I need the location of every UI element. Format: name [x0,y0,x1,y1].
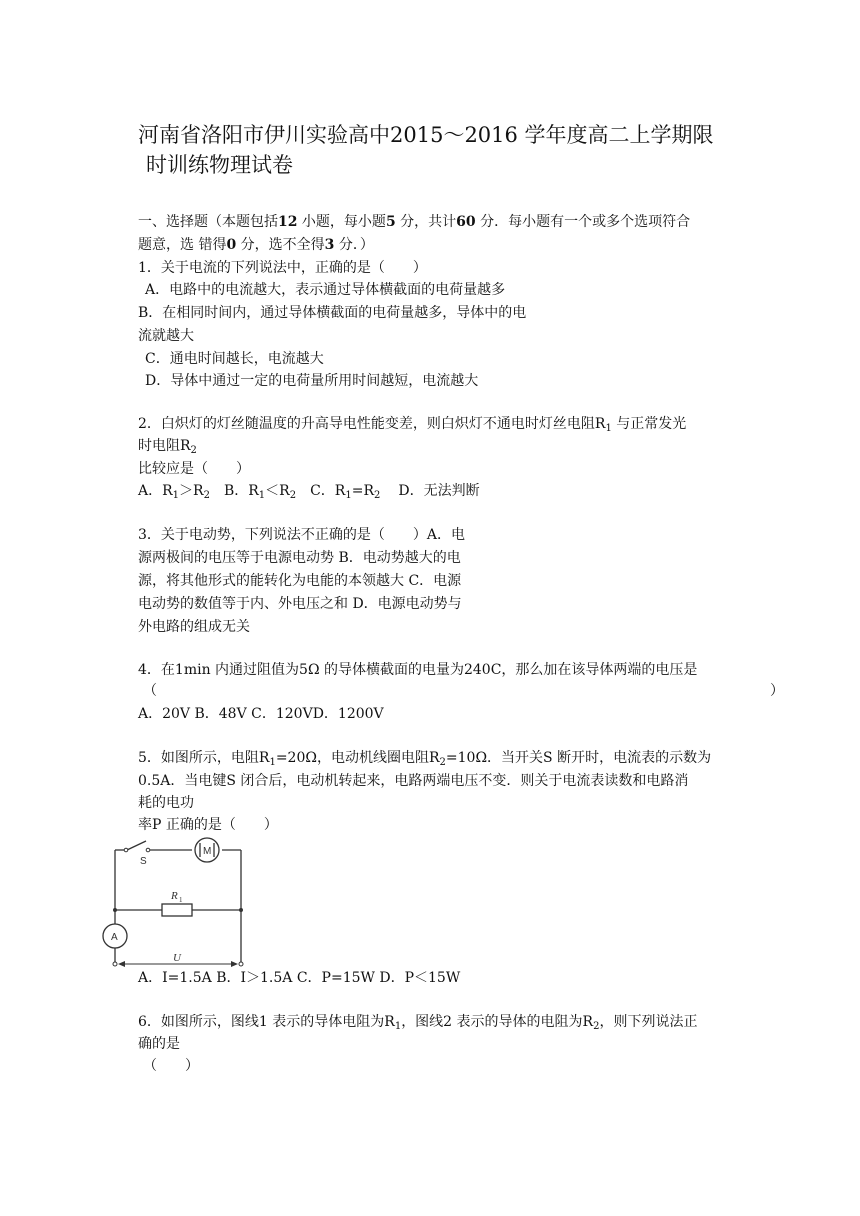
question-1-option-a: A．电路中的电流越大，表示通过导体横截面的电荷量越多 [145,282,506,298]
motor-label: M [203,846,212,857]
page-title-line-1: 河南省洛阳市伊川实验高中2015～2016 学年度高二上学期限 [138,123,714,147]
resistor-subscript: 1 [179,896,183,904]
question-3-line-1: 3．关于电动势，下列说法不正确的是（ ）A．电 [138,527,466,543]
question-6-stem: 6．如图所示，图线1 表示的导体电阻为$R_1$，图线2 表示的导体的电阻为$R_2$，则下列说法正 [138,1014,698,1032]
question-5-options: A．I=1.5A B．I＞1.5A C．P=15W D．P＜15W [138,970,461,986]
question-1-option-b-cont: 流就越大 [138,328,194,344]
question-3-line-2: 源两极间的电压等于电源电动势 B．电动势越大的电 [138,550,461,566]
question-1-option-b: B．在相同时间内，通过导体横截面的电荷量越多，导体中的电 [138,305,527,321]
question-4-stem: 4．在1min 内通过阻值为5Ω 的导体横截面的电量为240C，那么加在该导体两端的电压是 [138,662,698,678]
question-1-option-d: D．导体中通过一定的电荷量所用时间越短，电流越大 [145,373,479,389]
question-6-stem-line-2: 确的是 [138,1036,180,1052]
question-6-stem-line-3: （ ） [143,1058,199,1074]
circuit-diagram [100,836,250,971]
switch-label: S [140,856,147,867]
section-heading-cont: 题意，选 错得0 分，选不全得3 分．） [138,237,374,253]
resistor-label: R [171,890,178,902]
question-1-stem: 1．关于电流的下列说法中，正确的是（ ） [138,260,427,276]
question-5-stem-line-4: 率P 正确的是（ ） [138,817,278,833]
question-4-paren-close: ） [770,683,784,699]
voltage-label: U [173,952,181,964]
question-2-stem-cont: 时电阻$R_2$ [138,438,197,456]
ammeter-label: A [111,932,118,943]
question-5-stem-line-3: 耗的电功 [138,795,194,811]
question-4-paren-open: （ [143,683,157,699]
page-title-line-2: 时训练物理试卷 [146,153,293,177]
question-5-stem: 5．如图所示，电阻$R_1=20\Omega$，电动机线圈电阻$R_2=10\Omega$．当开关S 断开时，电流表的示数为 [138,750,712,768]
question-5-stem-line-2: 0.5A．当电键S 闭合后，电动机转起来，电路两端电压不变．则关于电流表读数和电路消 [138,773,689,789]
question-4-options: A．20V B．48V C．120VD．1200V [138,706,384,722]
question-2-stem: 2．白炽灯的灯丝随温度的升高导电性能变差，则白炽灯不通电时灯丝电阻$R_1$ 与正常发光 [138,416,687,434]
question-3-line-5: 外电路的组成无关 [138,619,250,635]
question-2-stem-end: 比较应是（ ） [138,461,250,477]
question-3-line-3: 源，将其他形式的能转化为电能的本领越大 C．电源 [138,573,462,589]
section-heading: 一、选择题（本题包括12 小题，每小题5 分，共计60 分．每小题有一个或多个选项符合 [138,214,691,230]
question-1-option-c: C．通电时间越长，电流越大 [145,351,324,367]
question-3-line-4: 电动势的数值等于内、外电压之和 D．电源电动势与 [138,596,462,612]
question-2-options: A．$R_1>R_2$ B．$R_1<R_2$ C．$R_1=R_2$ D．无法判断 [138,483,480,501]
